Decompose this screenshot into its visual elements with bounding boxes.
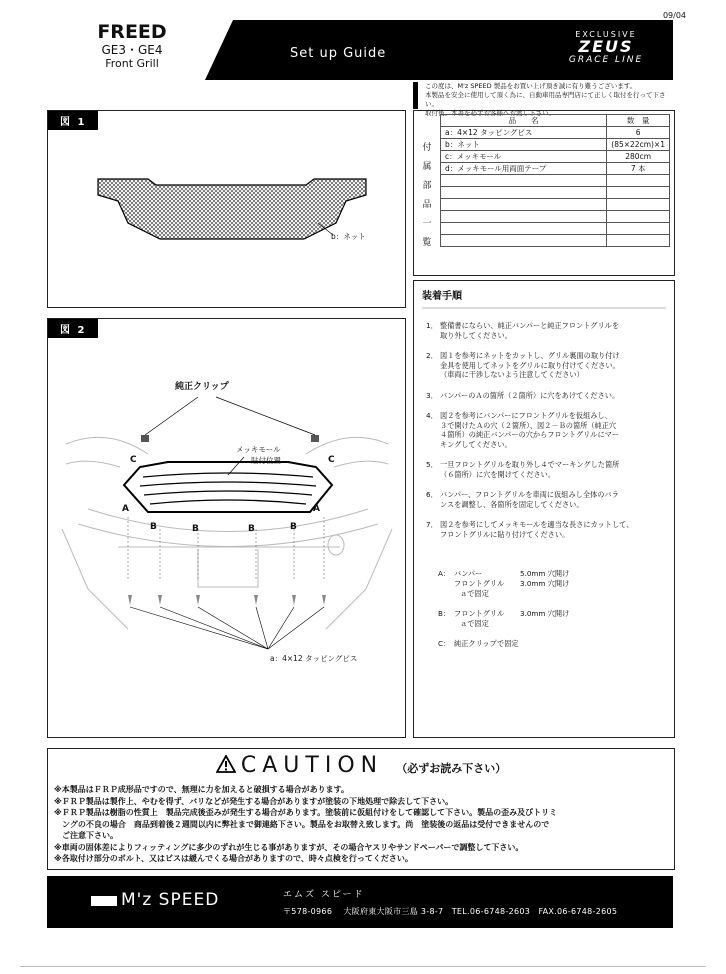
table-row [441,187,670,199]
plating-label: 貼付位置 [251,456,281,465]
procedure-panel [413,280,675,738]
caution-line: ※各取付け部分のボルト、又はビスは緩んでくる場合がありますので、時々点検を行ってください。 [54,854,413,863]
parts-list [413,110,675,276]
screw-icon [196,595,200,605]
screw-callout: a：4×12 タッピングビス [270,654,358,663]
footer-brand-kana: エムズ スピード [283,890,365,900]
caution-line: ご注意下さい。 [54,831,118,840]
model-codes: GE3・GE4 [101,42,163,57]
marker-b: B [248,524,255,534]
procedure-divider [422,307,666,309]
caution-line: ングの不良の場合 商品到着後２週間以内に弊社まで御連絡下さい。製品をお取替え致します。尚 塗装後の返品は受付できませんので [54,819,550,829]
procedure-step: 1． 整備書にならい、純正バンパーと純正フロントグリルを 取り外してください。 [426,321,620,340]
page-divider [20,966,706,967]
figure-1-label: 図 1 [48,111,98,130]
brand-sub: GRACE LINE [568,55,644,65]
marker-a: A [122,504,129,514]
marker-b: B [150,522,157,532]
parts-side-label: 付 属 部 品 一 覧 [422,143,432,248]
procedure-step: 6． バンパー、フロントグリルを車両に仮組みし全体のバラ ンスを調整し、各箇所を固定してください。 [426,490,619,509]
header-item: 品 名 [441,115,607,127]
clip-label: 純正クリップ [175,382,229,392]
grill-shape [124,462,332,512]
screw-leaders [130,607,324,649]
note-row: A： バンパー 5.0mm 穴開け [438,569,570,578]
marker-b: B [290,522,297,532]
notice-line: この度は、M'z SPEED 製品をお買い上げ頂き誠に有り難うございます。 [425,82,637,90]
net-shape [98,179,366,239]
procedure-step: 2． 図１を参考にネットをカットし、グリル裏面の取り付け 金具を使用してネットをグリルに取り付けてください。 （車両に干渉しないよう注意してください） [426,351,620,379]
page-title: Set up Guide [290,46,387,61]
net-callout: b：ネット [331,232,366,241]
screw-icons [128,595,326,605]
procedure-step: 3． バンパーのＡの箇所（２箇所）に穴をあけてください。 [426,390,620,400]
screw-icon [158,595,162,605]
note-row: フロントグリル 3.0mm 穴開け [454,579,570,588]
table-row: b：ネット (85×22cm)×1 [441,139,670,151]
clip-icon [141,435,149,442]
footer-address: 〒578-0966 大阪府東大阪市三島 3-8-7 TEL.06-6748-2603 FAX.06-6748-2605 [283,907,618,916]
grill-slats [140,473,316,504]
caution-line: ※ＦＲＰ製品は樹脂の性質上 製品完成後歪みが発生する場合があります。塗装前に仮組付けをして確認して下さい。製品の歪み及びトリミ [54,808,558,817]
caution-box [47,748,675,870]
table-row [441,235,670,247]
brand-top: EXCLUSIVE [575,30,637,39]
table-row: c：メッキモール 280cm [441,151,670,163]
marker-c: C [328,455,335,465]
note-row: ａで固定 [460,619,489,628]
table-row [441,211,670,223]
note-row: C： 純正クリップで固定 [438,639,519,648]
caution-title: CAUTION [240,753,384,778]
notice-line: 取付後、本書を必ずお客様へお渡し下さい。 [425,109,555,117]
table-row [441,175,670,187]
procedure-title: 装着手順 [422,291,462,302]
notice-line: 本製品を安全に使用して頂く為に、自動車用品専門店にて正しく取付を行って下さい。 [425,91,666,108]
screw-icon [128,595,132,605]
screw-icon [292,595,296,605]
brand-main: ZEUS [578,37,634,56]
footer-banner [47,876,673,928]
marker-b: B [192,524,199,534]
parts-table [440,114,670,247]
plating-label: メッキモール [236,445,281,454]
brand-logo [556,30,656,65]
marker-c: C [130,455,137,465]
caution-line: ※ＦＲＰ製品は製作上、やむを得ず、バリなどが発生する場合がありますが塗装の下地処理で除去して下さい。 [54,796,454,806]
caution-line: ※本製品はＦＲＰ成形品ですので、無理に力を加えると破損する場合があります。 [54,785,349,794]
warning-icon [216,755,236,773]
table-row: d：メッキモール用両面テープ 7 本 [441,163,670,175]
clip-leaders [145,397,315,475]
parts-header-row [441,115,670,127]
procedure-step: 5． 一旦フロントグリルを取り外し４でマーキングした箇所 （６箇所）に穴を開けてください。 [426,460,620,479]
table-row: a：4×12 タッピングビス 6 [441,127,670,139]
procedure-step: 4． 図２を参考にバンパーにフロントグリルを仮組みし、 ３で開けたＡの穴（２箇所）、図２－Ｂの箇所（純正穴 ４箇所）の純正バンパーの穴からフロントグリルにマー キングしてください。 [426,411,620,449]
note-row: ａで固定 [460,589,489,598]
screw-icon [254,595,258,605]
header-qty: 数 量 [607,115,670,127]
figure-2-label: 図 2 [48,319,98,338]
table-row [441,199,670,211]
figure-2 [47,318,406,738]
screw-icon [322,595,326,605]
procedure-step: 7． 図２を参考にしてメッキモールを適当な長さにカットして、 フロントグリルに貼り付けてください。 [426,520,634,539]
footer-brand: M'z SPEED [121,890,220,910]
hole-notes [438,569,674,649]
logo-mark [91,896,117,906]
part-name: Front Grill [105,56,159,70]
model-name: FREED [97,21,167,43]
clip-icons [141,435,319,442]
car-outline [62,437,392,629]
note-row: B： フロントグリル 3.0mm 穴開け [438,609,570,618]
caution-subtitle: （必ずお読み下さい） [396,762,507,775]
model-block [62,22,202,70]
caution-line: ※車両の固体差によりフィッティングに多少のずれが生じる事がありますが、その場合ヤスリやサンドペーパーで調整して下さい。 [54,842,524,852]
table-row [441,223,670,235]
document-date: 09/04 [662,11,686,20]
notice-bar [413,82,418,109]
clip-icon [311,435,319,442]
marker-a: A [313,504,320,514]
net-diagram [48,111,405,307]
figure-1 [47,110,406,308]
